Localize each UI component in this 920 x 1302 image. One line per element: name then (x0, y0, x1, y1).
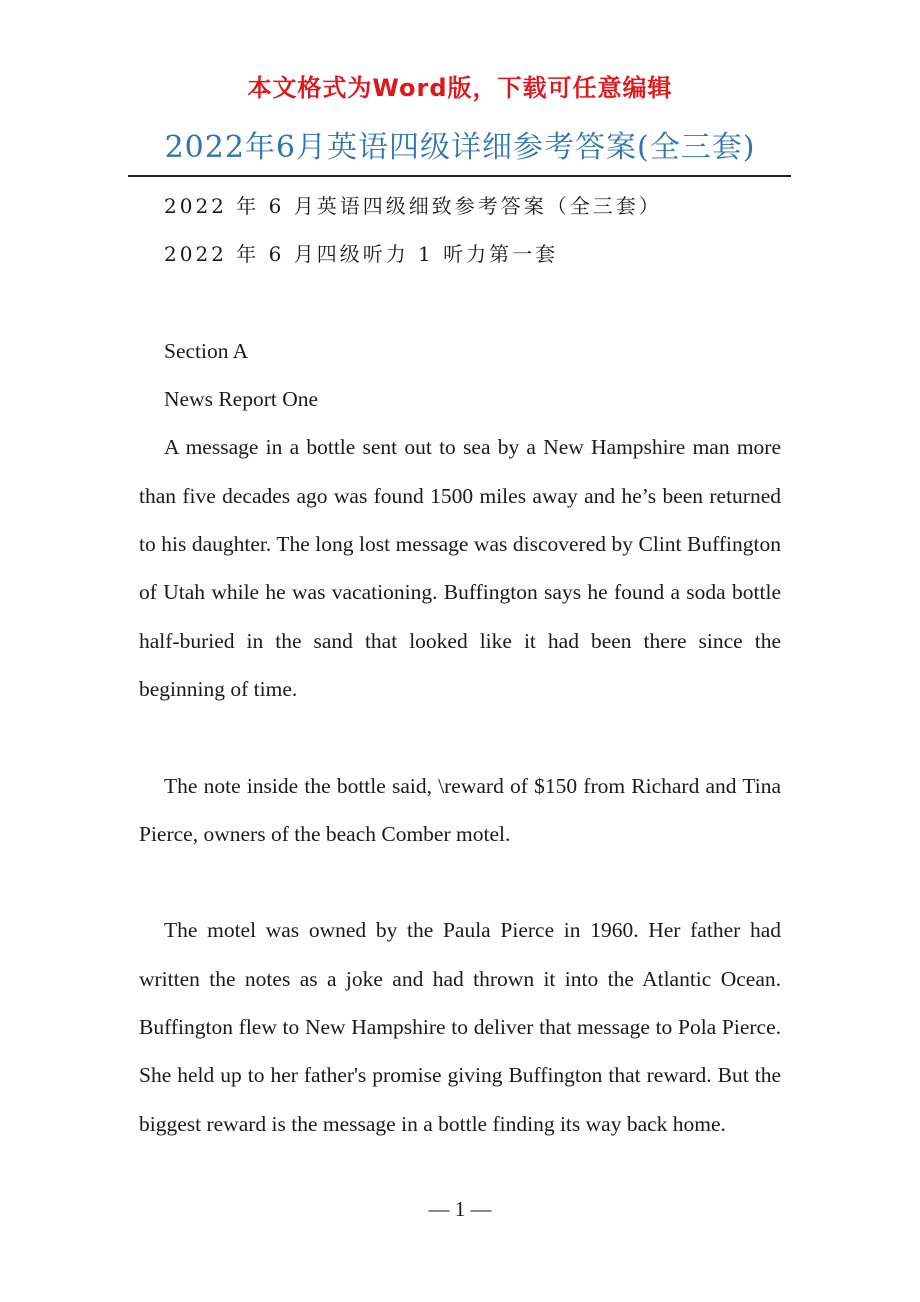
page-number: — 1 — (428, 1197, 492, 1221)
document-title: 2022年6月英语四级详细参考答案(全三套) (164, 130, 756, 165)
title-divider (128, 175, 791, 177)
paragraph-1: A message in a bottle sent out to sea by a New Hampshire man more than five decades ago was found 1500 miles away and he’s been returned to his daughter. The long lost message was discovered by Clint Buffington of Utah while he was vacationing. Buffington says he found a soda bottle half-buried in the sand that looked like it had been there since the beginning of time. (139, 435, 781, 701)
blank-line (139, 858, 781, 906)
paragraph-2: The note inside the bottle said, \reward of $150 from Richard and Tina Pierce, owners of the beach Comber motel. (139, 773, 781, 846)
listening-set-line: 2022 年 6 月四级听力 1 听力第一套 (164, 242, 559, 267)
subtitle-line: 2022 年 6 月英语四级细致参考答案（全三套） (164, 194, 662, 218)
paragraph-3: The motel was owned by the Paula Pierce in 1960. Her father had written the notes as a joke and had thrown it into the Atlantic Ocean. Buffington flew to New Hampshire to deliver that message to Pola Pierce. She held up to her father's promise giving Buffington that reward. But the biggest reward is the message in a bottle finding its way back home. (139, 918, 781, 1136)
report-heading: News Report One (164, 387, 319, 412)
download-banner: 本文格式为Word版，下载可任意编辑 (247, 74, 673, 102)
document-body (139, 182, 781, 1148)
blank-line (139, 279, 781, 327)
section-heading: Section A (164, 338, 249, 363)
blank-line (139, 713, 781, 761)
